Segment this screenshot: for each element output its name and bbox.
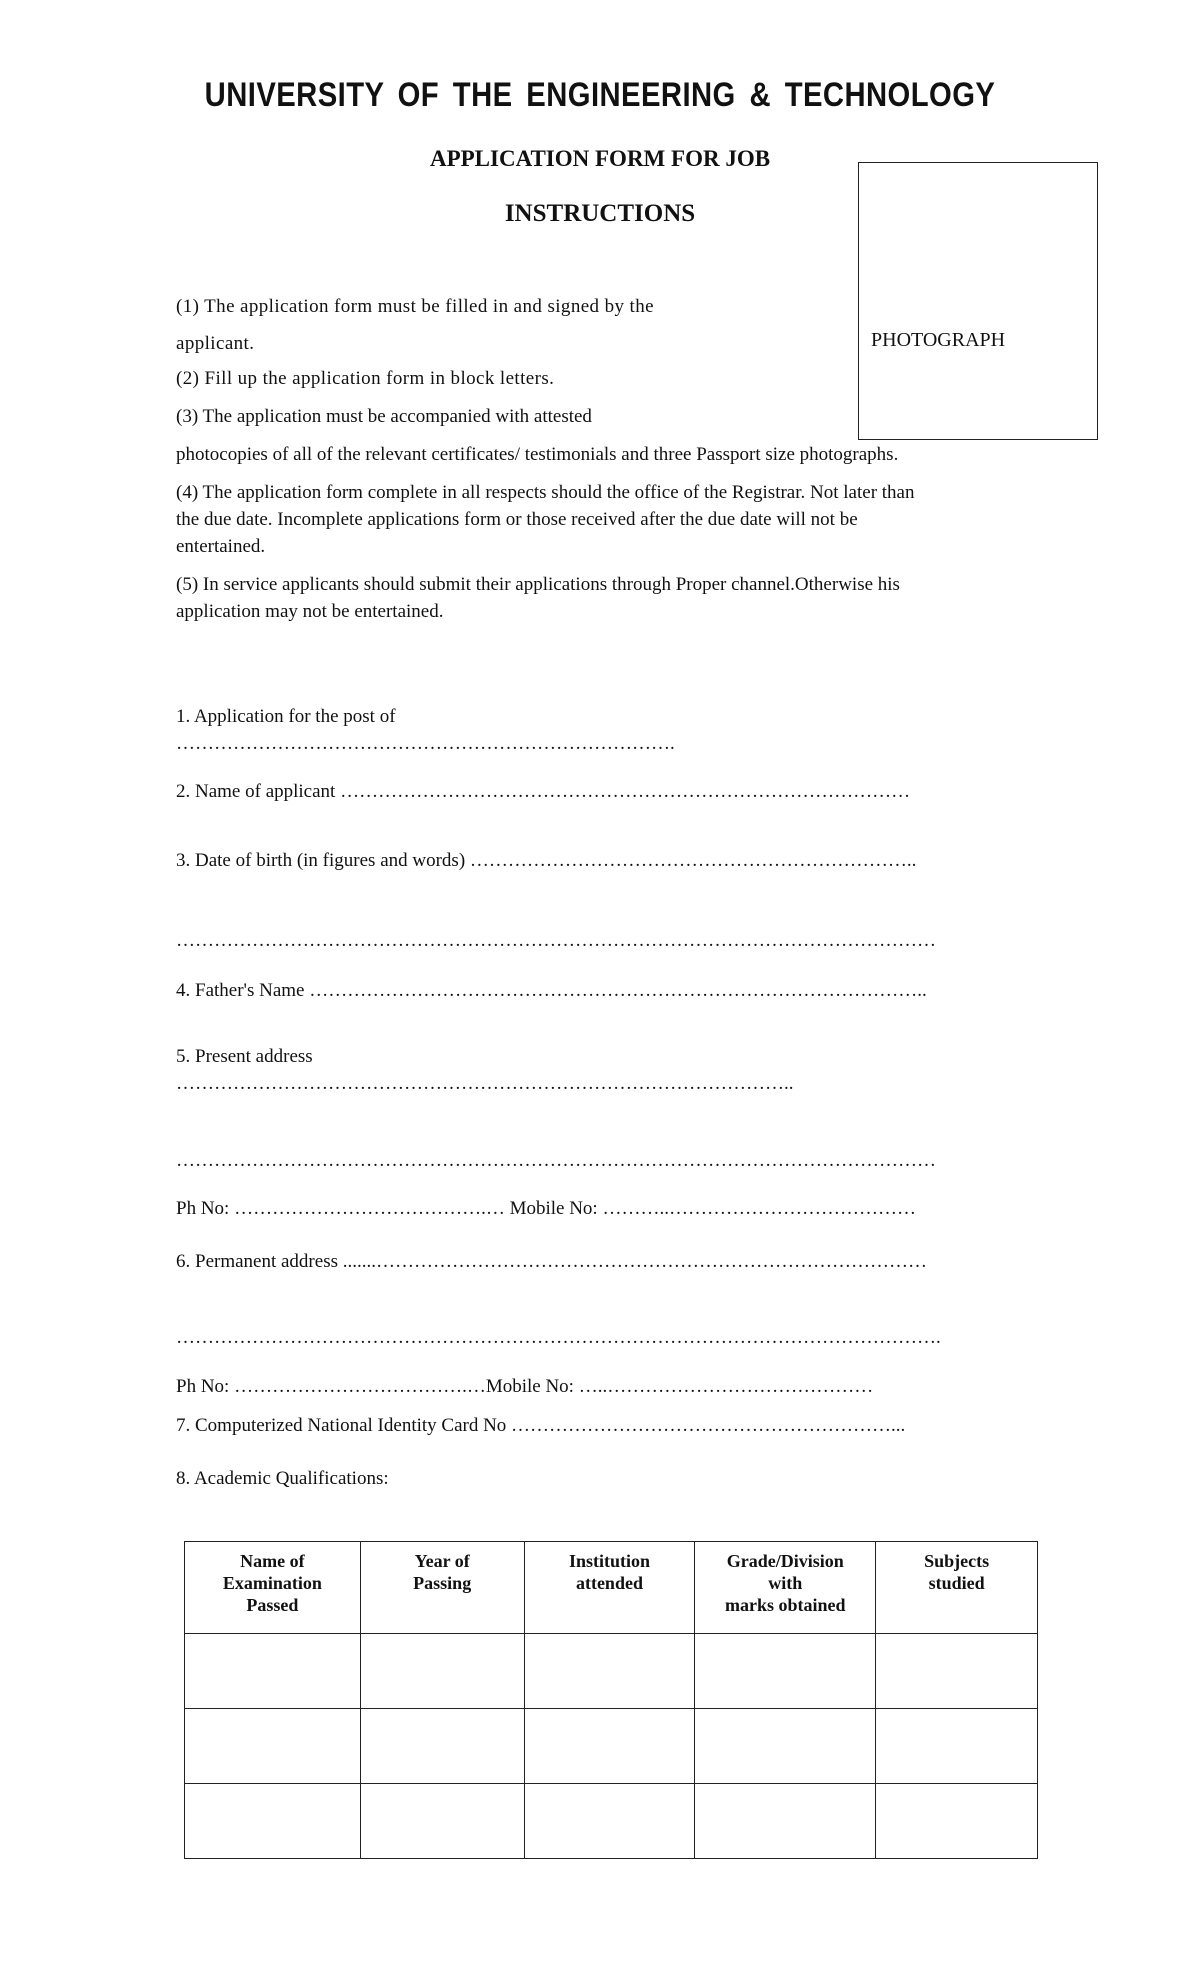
table-cell[interactable] [185, 1709, 361, 1784]
instruction-2: (2) Fill up the application form in block letters. [176, 368, 555, 389]
instructions-heading: INSTRUCTIONS [504, 200, 696, 227]
permanent-phone-mobile-field[interactable]: Ph No: ……………………………….…Mobile No: …..…………………………………… [176, 1376, 874, 1397]
header-institution: Institution attended [524, 1542, 695, 1634]
table-cell[interactable] [360, 1634, 524, 1709]
form-title: APPLICATION FORM FOR JOB [429, 146, 771, 171]
instruction-4-line-3: entertained. [176, 536, 266, 557]
table-cell[interactable] [185, 1784, 361, 1859]
table-cell[interactable] [524, 1709, 695, 1784]
instruction-1-line-1: (1) The application form must be filled in and signed by the [176, 296, 654, 317]
table-cell[interactable] [876, 1784, 1038, 1859]
instruction-3-line-1: (3) The application must be accompanied with attested [176, 406, 592, 427]
cnic-field[interactable]: 7. Computerized National Identity Card No ……………………………………………………... [176, 1415, 906, 1436]
table-row [185, 1634, 1038, 1709]
header-examination: Name of Examination Passed [185, 1542, 361, 1634]
photograph-box[interactable] [858, 162, 1098, 440]
table-cell[interactable] [524, 1784, 695, 1859]
permanent-address-field[interactable]: 6. Permanent address .......…………………………………………………………………………… [176, 1251, 927, 1272]
dob-continuation-field[interactable]: ………………………………………………………………………………………………………… [176, 930, 936, 951]
table-cell[interactable] [360, 1709, 524, 1784]
instruction-5-line-2: application may not be entertained. [176, 601, 444, 622]
table-cell[interactable] [524, 1634, 695, 1709]
table-cell[interactable] [185, 1634, 361, 1709]
header-year-of-passing: Year of Passing [360, 1542, 524, 1634]
university-title: UNIVERSITY OF THE ENGINEERING & TECHNOLOGY [204, 76, 996, 114]
instruction-4-line-2: the due date. Incomplete applications form or those received after the due date will not be [176, 509, 858, 530]
father-name-field[interactable]: 4. Father's Name …………………………………………………………………………………….. [176, 980, 927, 1001]
academic-qualifications-label: 8. Academic Qualifications: [176, 1468, 389, 1489]
present-phone-mobile-field[interactable]: Ph No: ………………………………….… Mobile No: ………..………………………………… [176, 1198, 916, 1219]
permanent-address-continuation-field[interactable]: …………………………………………………………………………………………………………. [176, 1327, 941, 1348]
header-grade-division: Grade/Division with marks obtained [695, 1542, 876, 1634]
table-row [185, 1709, 1038, 1784]
photograph-label: PHOTOGRAPH [871, 329, 1006, 351]
instruction-5-line-1: (5) In service applicants should submit their applications through Proper channel.Otherwise his [176, 574, 900, 595]
header-subjects: Subjects studied [876, 1542, 1038, 1634]
post-field[interactable]: ……………………………………………………………………. [176, 733, 675, 754]
table-cell[interactable] [876, 1634, 1038, 1709]
table-cell[interactable] [695, 1784, 876, 1859]
instruction-3-line-2: photocopies of all of the relevant certificates/ testimonials and three Passport size photographs. [176, 444, 899, 465]
present-address-label: 5. Present address [176, 1046, 313, 1067]
table-row [185, 1784, 1038, 1859]
post-label: 1. Application for the post of [176, 706, 396, 727]
table-header-row [185, 1542, 1038, 1634]
table-cell[interactable] [360, 1784, 524, 1859]
instruction-4-line-1: (4) The application form complete in all respects should the office of the Registrar. Not later than [176, 482, 915, 503]
name-field[interactable]: 2. Name of applicant ……………………………………………………………………………… [176, 781, 911, 802]
dob-field[interactable]: 3. Date of birth (in figures and words) …………………………………………………………….. [176, 850, 917, 871]
table-cell[interactable] [876, 1709, 1038, 1784]
present-address-field[interactable]: …………………………………………………………………………………….. [176, 1073, 794, 1094]
instruction-1-line-2: applicant. [176, 333, 255, 354]
qualifications-table [184, 1541, 1038, 1859]
present-address-continuation-field[interactable]: ………………………………………………………………………………………………………… [176, 1150, 936, 1171]
table-cell[interactable] [695, 1709, 876, 1784]
table-cell[interactable] [695, 1634, 876, 1709]
